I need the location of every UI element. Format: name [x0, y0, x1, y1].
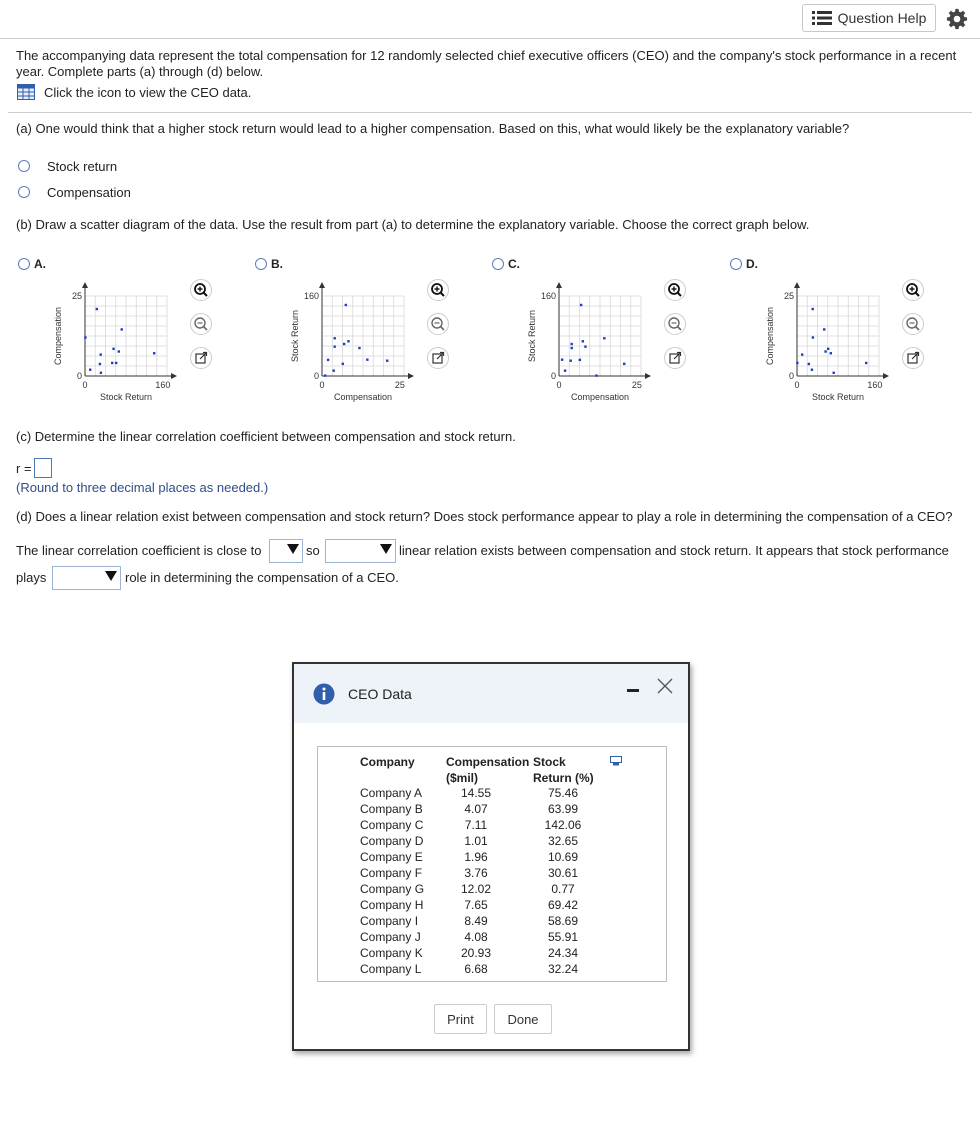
col-header-stock-return — [533, 754, 594, 786]
open-external-icon[interactable] — [427, 347, 449, 369]
x-axis-label: Stock Return — [99, 392, 153, 402]
x-axis-label: Stock Return — [811, 392, 865, 402]
data-point — [342, 363, 344, 365]
col-header-stock-line2: Return (%) — [533, 771, 594, 785]
table-cell-comp: 3.76 — [464, 866, 488, 880]
done-button[interactable]: Done — [494, 1004, 552, 1034]
ceo-data-table — [317, 746, 667, 982]
data-point — [99, 363, 101, 365]
data-point — [112, 348, 114, 350]
y-axis-arrow — [556, 282, 562, 288]
col-header-comp-line2: ($mil) — [446, 771, 479, 785]
table-cell-company: Company I — [360, 914, 419, 928]
table-cell-stock: 63.99 — [547, 802, 579, 816]
radio-compensation[interactable] — [18, 186, 30, 198]
list-icon — [812, 10, 832, 26]
graph-radio-a[interactable] — [18, 258, 30, 270]
r-label: r = — [16, 461, 32, 476]
ceo-data-link[interactable]: Click the icon to view the CEO data. — [44, 85, 252, 100]
x-axis-arrow — [408, 373, 414, 379]
x-tick-label: 0 — [794, 380, 800, 390]
chevron-down-icon — [105, 571, 117, 581]
rounding-note: (Round to three decimal places as needed.) — [16, 480, 269, 495]
data-point — [827, 348, 829, 350]
relation-select[interactable] — [325, 539, 396, 563]
r-input[interactable] — [34, 458, 52, 478]
data-point — [115, 362, 117, 364]
data-point — [561, 358, 563, 360]
zoom-out-icon[interactable] — [427, 313, 449, 335]
table-cell-stock: 32.65 — [547, 834, 579, 848]
scatter-plot-c[interactable] — [522, 272, 682, 412]
part-d-line1-prefix: The linear correlation coefficient is close to — [16, 543, 262, 558]
zoom-in-icon[interactable] — [190, 279, 212, 301]
col-header-stock-line1: Stock — [533, 755, 566, 769]
table-cell-company: Company C — [360, 818, 424, 832]
y-axis-arrow — [82, 282, 88, 288]
table-cell-company: Company K — [360, 946, 423, 960]
open-external-icon[interactable] — [902, 347, 924, 369]
data-point — [564, 369, 566, 371]
table-cell-company: Company A — [360, 786, 423, 800]
data-point — [824, 350, 826, 352]
data-point — [811, 369, 813, 371]
table-cell-comp: 4.08 — [464, 930, 488, 944]
y-tick-label: 160 — [540, 291, 556, 301]
y-tick-label: 160 — [303, 291, 319, 301]
table-cell-comp: 12.02 — [460, 882, 492, 896]
open-external-icon[interactable] — [664, 347, 686, 369]
x-axis-label: Compensation — [570, 392, 630, 402]
table-cell-company: Company J — [360, 930, 421, 944]
x-axis-arrow — [645, 373, 651, 379]
data-point — [865, 362, 867, 364]
role-select[interactable] — [52, 566, 121, 590]
part-b-question: (b) Draw a scatter diagram of the data. Use the result from part (a) to determine the explanatory variable. Choose the correct graph below. — [16, 217, 810, 232]
data-point — [582, 340, 584, 342]
data-point — [595, 374, 597, 376]
col-header-comp-line1: Compensation — [446, 755, 530, 769]
x-tick-label: 25 — [631, 380, 642, 390]
data-point — [366, 358, 368, 360]
zoom-in-icon[interactable] — [427, 279, 449, 301]
option-compensation[interactable]: Compensation — [47, 185, 131, 200]
data-point — [100, 372, 102, 374]
data-point — [345, 304, 347, 306]
y-tick-label: 0 — [550, 371, 556, 381]
part-d-line1-suffix: linear relation exists between compensation and stock return. It appears that stock performance — [399, 543, 949, 558]
table-cell-stock: 58.69 — [547, 914, 579, 928]
table-icon[interactable] — [17, 84, 35, 100]
table-cell-comp: 14.55 — [460, 786, 492, 800]
scatter-plot-b[interactable] — [285, 272, 445, 412]
table-cell-comp: 1.96 — [464, 850, 488, 864]
data-point — [118, 350, 120, 352]
table-cell-comp: 6.68 — [464, 962, 488, 976]
part-d-question: (d) Does a linear relation exist between compensation and stock return? Does stock performance appear to play a role in determining the compensation of a CEO? — [16, 509, 953, 524]
table-cell-company: Company E — [360, 850, 423, 864]
zoom-out-icon[interactable] — [664, 313, 686, 335]
y-axis-label: Stock Return — [290, 309, 300, 363]
dialog-header — [294, 664, 688, 723]
data-point — [333, 345, 335, 347]
open-external-icon[interactable] — [190, 347, 212, 369]
data-point — [801, 353, 803, 355]
data-point — [823, 328, 825, 330]
y-tick-label: 0 — [313, 371, 319, 381]
y-tick-label: 25 — [71, 291, 82, 301]
data-point — [579, 359, 581, 361]
table-cell-stock: 75.46 — [547, 786, 579, 800]
print-button[interactable]: Print — [434, 1004, 487, 1034]
part-a-question: (a) One would think that a higher stock return would lead to a higher compensation. Based on this, what would likely be the explanatory variable? — [16, 121, 850, 136]
y-axis-label: Stock Return — [527, 309, 537, 363]
table-cell-stock: 30.61 — [547, 866, 579, 880]
graph-option-label[interactable]: A. — [34, 257, 46, 271]
header-divider — [0, 38, 980, 39]
table-cell-comp: 7.11 — [464, 818, 488, 832]
data-point — [830, 352, 832, 354]
data-point — [121, 328, 123, 330]
data-point — [808, 363, 810, 365]
intro-divider — [8, 112, 972, 113]
table-cell-comp: 7.65 — [464, 898, 488, 912]
x-tick-label: 160 — [867, 380, 883, 390]
graph-radio-c[interactable] — [492, 258, 504, 270]
graph-radio-b[interactable] — [255, 258, 267, 270]
table-cell-stock: 69.42 — [547, 898, 579, 912]
data-point — [811, 308, 813, 310]
data-point — [96, 308, 98, 310]
data-point — [343, 343, 345, 345]
data-point — [603, 337, 605, 339]
zoom-in-icon[interactable] — [902, 279, 924, 301]
part-d-so: so — [306, 543, 320, 558]
ceo-data-dialog — [292, 662, 690, 1051]
gear-icon[interactable] — [946, 8, 968, 30]
correlation-select[interactable] — [269, 539, 303, 563]
scatter-plot-a[interactable] — [48, 272, 208, 412]
info-icon — [313, 683, 335, 705]
x-tick-label: 25 — [394, 380, 405, 390]
data-point — [347, 340, 349, 342]
data-point — [833, 372, 835, 374]
x-tick-label: 0 — [82, 380, 88, 390]
x-tick-label: 160 — [155, 380, 171, 390]
data-point — [584, 345, 586, 347]
minimize-icon[interactable] — [627, 689, 639, 692]
table-cell-company: Company F — [360, 866, 423, 880]
data-point — [111, 362, 113, 364]
data-point — [570, 359, 572, 361]
table-cell-comp: 8.49 — [464, 914, 488, 928]
intro-text: The accompanying data represent the total compensation for 12 randomly selected chief executive officers (CEO) and the company's stock performance in a recent year. Complete parts (a) through (d) below. — [16, 48, 957, 79]
part-c-question: (c) Determine the linear correlation coefficient between compensation and stock return. — [16, 429, 516, 444]
y-axis-arrow — [794, 282, 800, 288]
graph-option-label[interactable]: C. — [508, 257, 520, 271]
close-icon[interactable] — [657, 678, 673, 694]
graph-option-label[interactable]: B. — [271, 257, 283, 271]
graph-radio-d[interactable] — [730, 258, 742, 270]
table-cell-company: Company H — [360, 898, 424, 912]
data-point — [358, 347, 360, 349]
y-tick-label: 0 — [788, 371, 794, 381]
data-point — [580, 304, 582, 306]
table-cell-stock: 0.77 — [551, 882, 575, 896]
data-point — [324, 374, 326, 376]
table-cell-comp: 20.93 — [460, 946, 492, 960]
table-cell-stock: 24.34 — [547, 946, 579, 960]
table-cell-company: Company D — [360, 834, 424, 848]
data-point — [333, 369, 335, 371]
table-cell-company: Company L — [360, 962, 422, 976]
question-help-button[interactable] — [802, 4, 936, 32]
x-axis-arrow — [883, 373, 889, 379]
y-axis-label: Compensation — [765, 306, 775, 366]
part-d-line2-suffix: role in determining the compensation of a CEO. — [125, 570, 399, 585]
zoom-out-icon[interactable] — [902, 313, 924, 335]
data-point — [796, 362, 798, 364]
y-tick-label: 25 — [783, 291, 794, 301]
option-stock-return[interactable]: Stock return — [47, 159, 118, 174]
data-point — [812, 336, 814, 338]
data-point — [99, 353, 101, 355]
table-cell-stock: 10.69 — [547, 850, 579, 864]
radio-stock-return[interactable] — [18, 160, 30, 172]
y-axis-arrow — [319, 282, 325, 288]
chevron-down-icon — [380, 544, 392, 554]
data-point — [623, 363, 625, 365]
zoom-in-icon[interactable] — [664, 279, 686, 301]
question-help-label: Question Help — [837, 10, 927, 26]
chevron-down-icon — [287, 544, 299, 554]
scatter-plot-d[interactable] — [760, 272, 920, 412]
y-axis-label: Compensation — [53, 306, 63, 366]
table-cell-stock: 32.24 — [547, 962, 579, 976]
data-point — [89, 369, 91, 371]
graph-option-label[interactable]: D. — [746, 257, 758, 271]
data-point — [327, 359, 329, 361]
data-point — [84, 336, 86, 338]
data-point — [334, 337, 336, 339]
copy-icon[interactable] — [610, 756, 622, 766]
data-point — [386, 359, 388, 361]
table-cell-comp: 1.01 — [464, 834, 488, 848]
data-point — [570, 343, 572, 345]
y-tick-label: 0 — [76, 371, 82, 381]
dialog-title: CEO Data — [348, 686, 412, 702]
x-axis-arrow — [171, 373, 177, 379]
zoom-out-icon[interactable] — [190, 313, 212, 335]
table-cell-company: Company B — [360, 802, 423, 816]
col-header-company: Company — [360, 755, 415, 769]
table-cell-stock: 55.91 — [547, 930, 579, 944]
x-tick-label: 0 — [319, 380, 325, 390]
data-point — [153, 352, 155, 354]
part-d-line2-prefix: plays — [16, 570, 47, 585]
x-tick-label: 0 — [556, 380, 562, 390]
col-header-compensation — [446, 754, 529, 786]
data-point — [571, 347, 573, 349]
x-axis-label: Compensation — [333, 392, 393, 402]
table-cell-comp: 4.07 — [464, 802, 488, 816]
table-cell-stock: 142.06 — [544, 818, 582, 832]
table-cell-company: Company G — [360, 882, 425, 896]
